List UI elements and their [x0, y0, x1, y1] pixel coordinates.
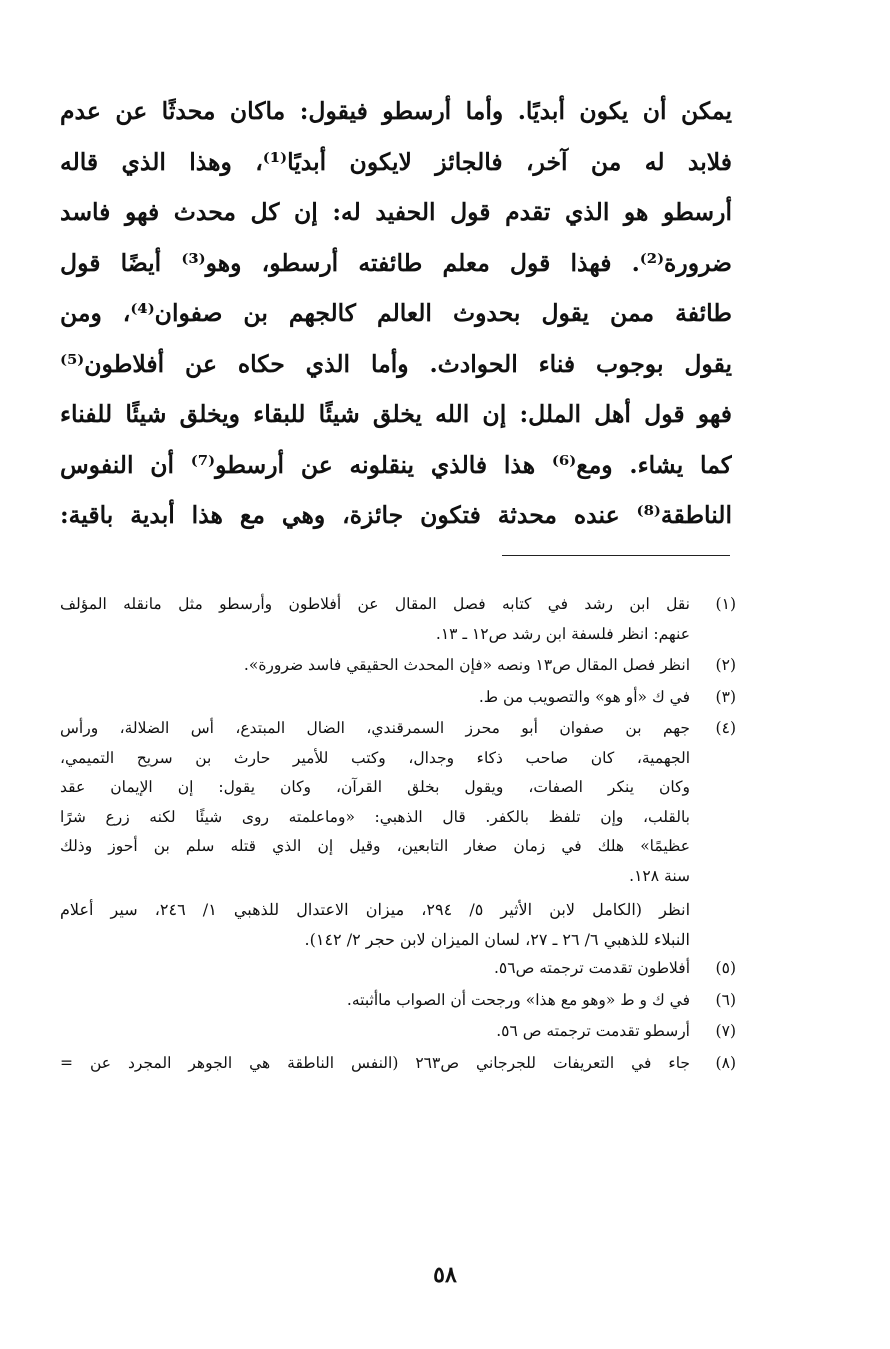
- footnote-line: انظر فصل المقال ص١٣ ونصه «فإن المحدث الحقيقي فاسد ضرورة».: [243, 656, 690, 674]
- page-number: ٥٨: [433, 1262, 457, 1288]
- footnote-line: جهم بن صفوان أبو محرز السمرقندي، الضال المبتدع، أس الضلالة، ورأس: [60, 719, 690, 737]
- footnote-3: [60, 683, 736, 713]
- footnote-line: النبلاء للذهبي ٦/ ٢٦ ـ ٢٧، لسان الميزان لابن حجر ٢/ ١٤٢).: [304, 929, 690, 949]
- footnote-1: [60, 590, 736, 649]
- footnote-4-references: [60, 895, 690, 954]
- footnote-2: [60, 651, 736, 681]
- footnote-line: نقل ابن رشد في كتابه فصل المقال عن أفلاطون وأرسطو مثل مانقله المؤلف: [60, 595, 690, 613]
- footnote-6: [60, 986, 736, 1016]
- main-text-body: [60, 86, 732, 541]
- main-text-line: كما يشاء. ومع⁽⁶⁾ هذا فالذي ينقلونه عن أرسطو⁽⁷⁾ أن النفوس: [60, 450, 732, 479]
- footnote-body: [60, 1049, 690, 1079]
- footnote-body: [60, 714, 690, 891]
- footnote-number: (٤): [715, 719, 736, 737]
- main-text-line: طائفة ممن يقول بحدوث العالم كالجهم بن صفوان⁽⁴⁾، ومن: [60, 299, 732, 327]
- main-text-line: يقول بوجوب فناء الحوادث. وأما الذي حكاه عن أفلاطون⁽⁵⁾: [60, 349, 732, 378]
- footnote-number: (٥): [715, 959, 736, 977]
- footnote-line: عنهم: انظر فلسفة ابن رشد ص١٢ ـ ١٣.: [435, 624, 690, 643]
- footnote-line: الجهمية، كان صاحب ذكاء وجدال، وكتب للأمير حارث بن سريح التميمي،: [60, 748, 690, 767]
- footnote-body: [60, 651, 690, 681]
- main-text-line: ضرورة⁽²⁾. فهذا قول معلم طائفته أرسطو، وهو⁽³⁾ أيضًا قول: [60, 248, 732, 277]
- footnote-body: [60, 1017, 690, 1047]
- footnote-line: عظيمًا» هلك في زمان صغار التابعين، وقيل إن الذي قتله سلم بن أحوز وذلك: [60, 837, 690, 855]
- footnote-number: (١): [715, 595, 736, 613]
- footnote-number: (٧): [715, 1022, 736, 1040]
- footnote-4: [60, 714, 736, 891]
- footnote-body: [60, 954, 690, 984]
- footnote-number: (٣): [715, 687, 736, 706]
- footnote-line: أفلاطون تقدمت ترجمته ص٥٦.: [493, 959, 690, 977]
- footnote-line: في ك «أو هو» والتصويب من ط.: [478, 687, 690, 706]
- main-text-line: الناطقة⁽⁸⁾ عنده محدثة فتكون جائزة، وهي مع هذا أبدية باقية:: [60, 501, 732, 529]
- footnote-line: في ك و ط «وهو مع هذا» ورجحت أن الصواب ماأثبته.: [346, 990, 690, 1009]
- footnote-separator: [502, 555, 730, 556]
- main-text-line: يمكن أن يكون أبديًا. وأما أرسطو فيقول: ماكان محدثًا عن عدم: [60, 97, 732, 125]
- footnote-line: بالقلب، وإن تلفظ بالكفر. قال الذهبي: «وماعلمته روى شيئًا لكنه زرع شرًا: [60, 807, 690, 826]
- main-text-line: أرسطو هو الذي تقدم قول الحفيد له: إن كل محدث فهو فاسد: [60, 198, 732, 226]
- footnote-line: جاء في التعريفات للجرجاني ص٢٦٣ (النفس الناطقة هي الجوهر المجرد عن =: [60, 1053, 690, 1072]
- footnote-line: أرسطو تقدمت ترجمته ص ٥٦.: [496, 1022, 690, 1040]
- footnote-8: [60, 1049, 736, 1079]
- footnote-line: انظر (الكامل لابن الأثير ٥/ ٢٩٤، ميزان الاعتدال للذهبي ١/ ٢٤٦، سير أعلام: [60, 900, 690, 919]
- footnote-5: [60, 954, 736, 984]
- footnotes-section: [60, 590, 736, 1080]
- footnote-body: [60, 590, 690, 649]
- footnote-number: (٨): [715, 1053, 736, 1072]
- footnote-body: [60, 986, 690, 1016]
- footnote-7: [60, 1017, 736, 1047]
- footnote-number: (٢): [715, 656, 736, 674]
- main-text-line: فهو قول أهل الملل: إن الله يخلق شيئًا للبقاء ويخلق شيئًا للفناء: [60, 400, 732, 428]
- footnote-line: وكان ينكر الصفات، ويقول بخلق القرآن، وكان يقول: إن الإيمان عقد: [60, 778, 690, 796]
- footnote-body: [60, 683, 690, 713]
- footnote-number: (٦): [715, 990, 736, 1009]
- footnote-line: سنة ١٢٨.: [629, 866, 690, 885]
- main-text-line: فلابد له من آخر، فالجائز لايكون أبديًا⁽¹⁾، وهذا الذي قاله: [60, 147, 732, 176]
